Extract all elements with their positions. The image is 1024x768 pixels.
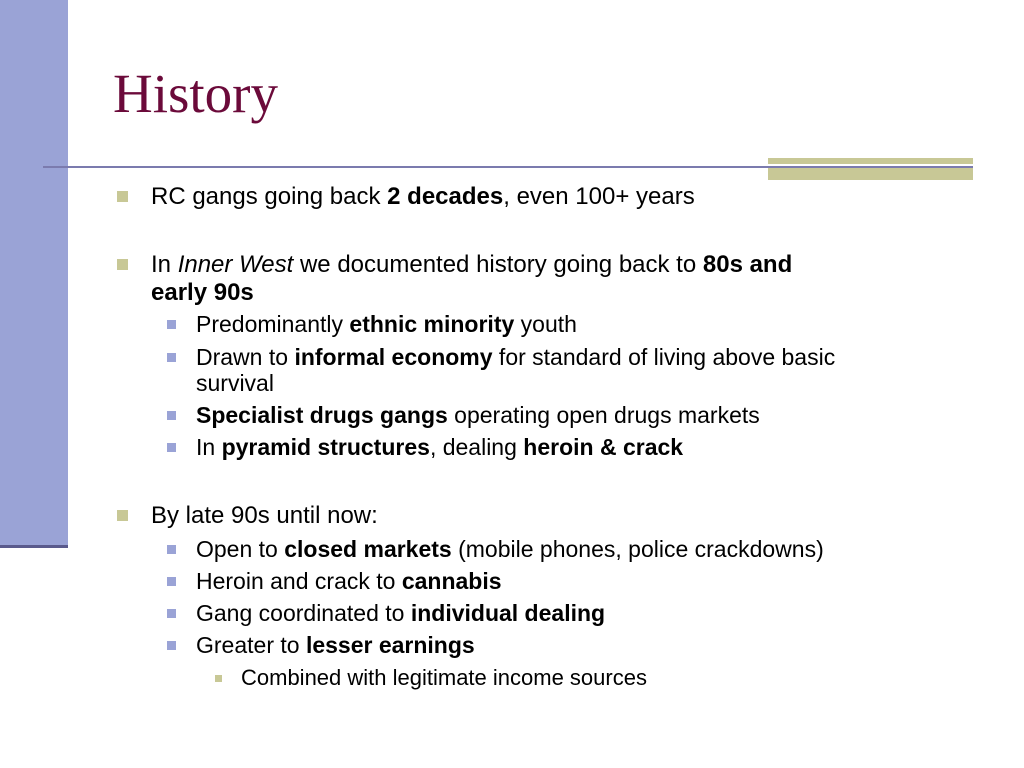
sub-bullet-text: Predominantly ethnic minority youth xyxy=(196,311,577,337)
sub-bullet-text: Open to closed markets (mobile phones, police crackdowns) xyxy=(196,536,824,562)
square-bullet-icon xyxy=(117,510,128,521)
sub-bullet-text: Gang coordinated to individual dealing xyxy=(196,600,606,626)
square-bullet-icon xyxy=(167,411,176,420)
bullet-text: In Inner West we documented history going back to 80s and xyxy=(151,251,793,278)
square-bullet-icon xyxy=(167,353,176,362)
accent-stripes xyxy=(768,158,973,180)
square-bullet-icon xyxy=(167,577,176,586)
square-bullet-icon xyxy=(117,191,128,202)
square-bullet-icon xyxy=(167,320,176,329)
sub-bullet-text-continued: survival xyxy=(196,370,274,396)
slide-title: History xyxy=(113,63,278,124)
bullet-text-continued: early 90s xyxy=(151,279,254,306)
sub-bullet-text: Heroin and crack to cannabis xyxy=(196,568,502,594)
sub-bullet-text: Greater to lesser earnings xyxy=(196,632,475,658)
side-bar-edge xyxy=(0,545,68,548)
bullet-text: By late 90s until now: xyxy=(151,502,378,529)
sub-bullet-text: Drawn to informal economy for standard of living above basic xyxy=(196,344,836,370)
bullet-text: RC gangs going back 2 decades, even 100+ years xyxy=(151,183,695,210)
square-bullet-icon xyxy=(117,259,128,270)
square-bullet-icon xyxy=(167,609,176,618)
square-bullet-icon xyxy=(215,675,222,682)
side-bar xyxy=(0,0,68,545)
square-bullet-icon xyxy=(167,545,176,554)
sub-sub-bullet-text: Combined with legitimate income sources xyxy=(241,665,647,690)
sub-bullet-text: In pyramid structures, dealing heroin & crack xyxy=(196,434,684,460)
square-bullet-icon xyxy=(167,641,176,650)
square-bullet-icon xyxy=(167,443,176,452)
sub-bullet-text: Specialist drugs gangs operating open drugs markets xyxy=(196,402,760,428)
